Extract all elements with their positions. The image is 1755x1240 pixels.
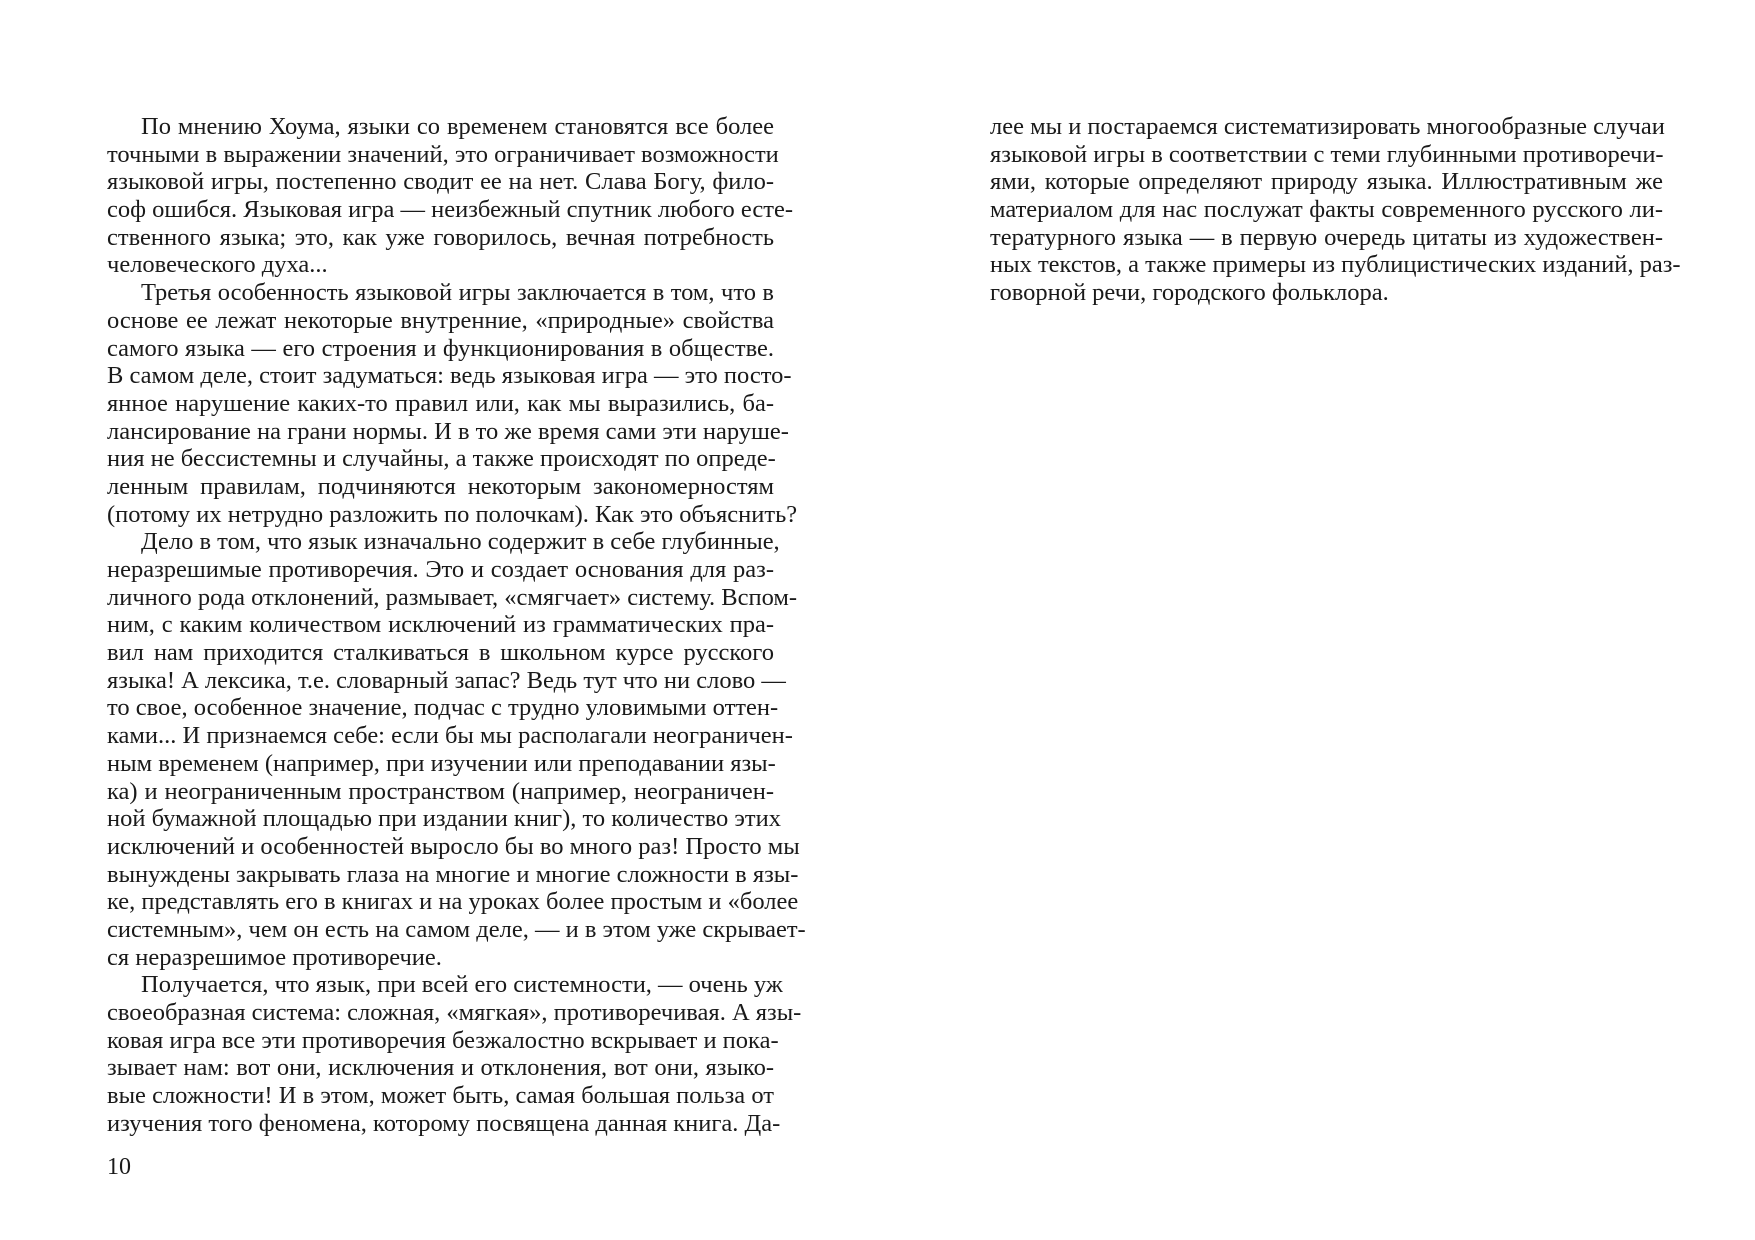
text-line: янное нарушение каких-то правил или, как мы выразились, ба-: [107, 389, 774, 417]
text-line: материалом для нас послужат факты современного русского ли-: [990, 196, 1663, 224]
text-line: ковая игра все эти противоречия безжалостно вскрывает и пока-: [107, 1026, 779, 1054]
right-page: [877, 0, 1755, 1240]
text-line: ной бумажной площадью при издании книг), то количество этих: [107, 805, 781, 833]
text-line: лансирование на грани нормы. И в то же время сами эти наруше-: [107, 417, 789, 445]
text-line: самого языка — его строения и функционирования в обществе.: [107, 334, 774, 362]
right-text-column: [990, 113, 1681, 307]
text-line: личного рода отклонений, размывает, «смягчает» систему. Вспом-: [107, 583, 798, 611]
text-line: ке, представлять его в книгах и на уроках более простым и «более: [107, 888, 799, 916]
text-line: лее мы и постараемся систематизировать многообразные случаи: [990, 113, 1665, 140]
text-line: неразрешимые противоречия. Это и создает основания для раз-: [107, 556, 774, 583]
text-line: ния не бессистемны и случайны, а также происходят по опреде-: [107, 445, 776, 473]
text-line: ных текстов, а также примеры из публицистических изданий, раз-: [990, 251, 1681, 279]
text-line: ственного языка; это, как уже говорилось, вечная потребность: [107, 223, 774, 251]
text-line: ками... И признаемся себе: если бы мы располагали неограничен-: [107, 722, 793, 750]
text-line: говорной речи, городского фольклора.: [990, 279, 1389, 307]
text-line: то свое, особенное значение, подчас с трудно уловимыми оттен-: [107, 694, 779, 722]
text-line: тературного языка — в первую очередь цитаты из художествен-: [990, 223, 1663, 251]
text-line: языка! А лексика, т.е. словарный запас? Ведь тут что ни слово —: [107, 666, 786, 694]
text-line: ным временем (например, при изучении или преподавании язы-: [107, 749, 776, 777]
text-line: языковой игры, постепенно сводит ее на нет. Слава Богу, фило-: [107, 168, 774, 196]
text-line: Дело в том, что язык изначально содержит в себе глубинные,: [141, 528, 780, 556]
left-page: [0, 0, 877, 1240]
text-line: (потому их нетрудно разложить по полочкам). Как это объяснить?: [107, 500, 798, 528]
text-line: человеческого духа...: [107, 251, 328, 279]
text-line: вил нам приходится сталкиваться в школьном курсе русского: [107, 639, 774, 667]
text-line: Получается, что язык, при всей его системности, — очень уж: [141, 971, 783, 999]
text-line: вынуждены закрывать глаза на многие и многие сложности в язы-: [107, 860, 799, 888]
text-line: ленным правилам, подчиняются некоторым закономерностям: [107, 472, 774, 500]
text-line: исключений и особенностей выросло бы во много раз! Просто мы: [107, 832, 800, 860]
text-line: системным», чем он есть на самом деле, — и в этом уже скрывает-: [107, 915, 806, 943]
text-line: зывает нам: вот они, исключения и отклонения, вот они, языко-: [107, 1054, 774, 1082]
text-line: ка) и неограниченным пространством (например, неограничен-: [107, 777, 774, 805]
left-text-column: [107, 113, 806, 1137]
text-line: вые сложности! И в этом, может быть, самая большая польза от: [107, 1082, 774, 1110]
text-line: ним, с каким количеством исключений из грамматических пра-: [107, 611, 774, 639]
page-number: 10: [107, 1154, 131, 1180]
text-line: языковой игры в соответствии с теми глубинными противоречи-: [990, 140, 1664, 168]
text-line: ями, которые определяют природу языка. Иллюстративным же: [990, 168, 1663, 196]
text-line: ся неразрешимое противоречие.: [107, 943, 442, 971]
text-line: соф ошибся. Языковая игра — неизбежный спутник любого есте-: [107, 196, 794, 224]
text-line: В самом деле, стоит задуматься: ведь языковая игра — это посто-: [107, 362, 792, 390]
text-line: По мнению Хоума, языки со временем становятся все более: [141, 113, 774, 140]
text-line: точными в выражении значений, это ограничивает возможности: [107, 140, 779, 168]
text-line: своеобразная система: сложная, «мягкая», противоречивая. А язы-: [107, 999, 802, 1026]
text-line: основе ее лежат некоторые внутренние, «природные» свойства: [107, 306, 774, 334]
text-line: изучения того феномена, которому посвящена данная книга. Да-: [107, 1109, 781, 1137]
text-line: Третья особенность языковой игры заключается в том, что в: [141, 279, 774, 307]
